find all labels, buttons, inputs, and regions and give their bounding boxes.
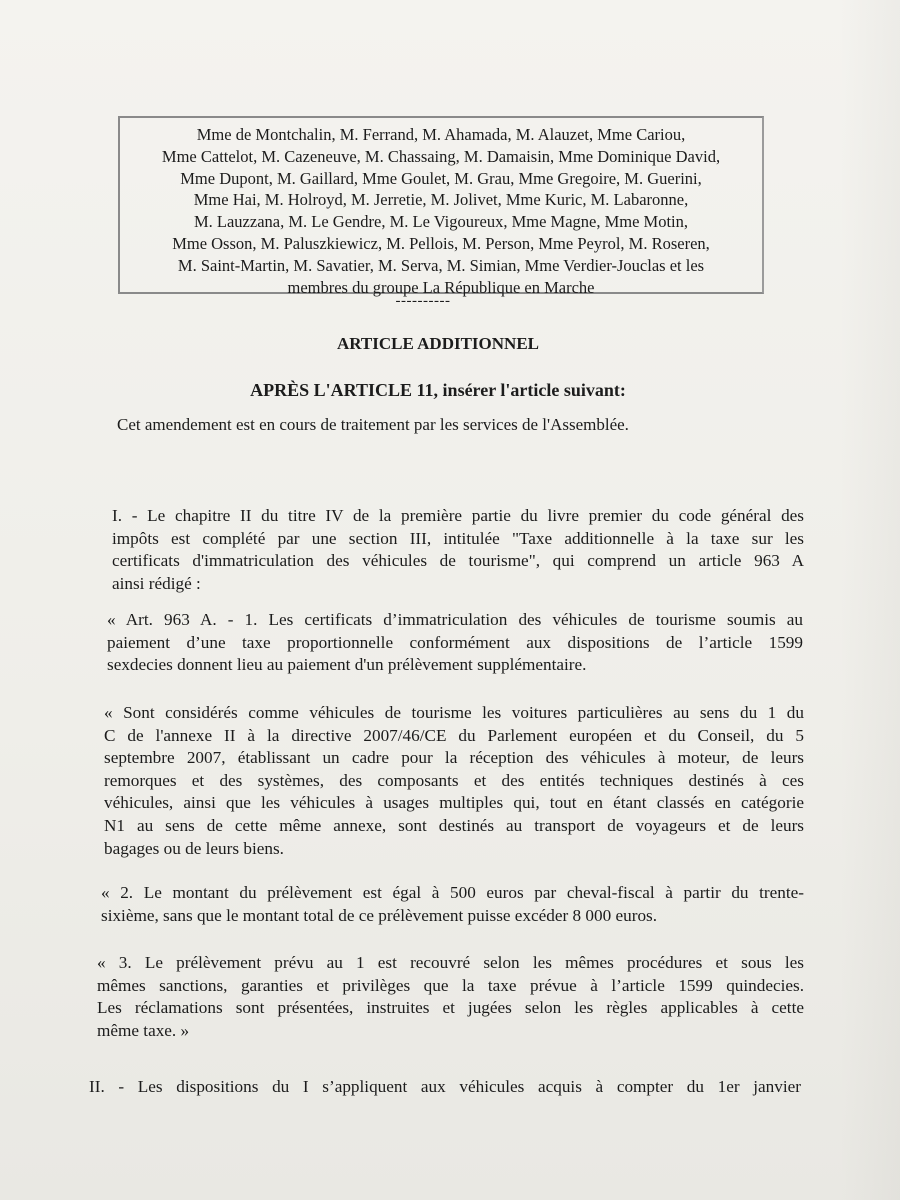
text-line: certificats d'immatriculation des véhicules de tourisme", qui comprend un article 963 A [112,551,804,571]
text-line: C de l'annexe II à la directive 2007/46/CE du Parlement européen et du Conseil, du 5 [104,725,804,745]
paragraph-1 [112,505,804,595]
author-line: Mme Dupont, M. Gaillard, Mme Goulet, M. Grau, Mme Gregoire, M. Guerini, [180,168,702,188]
status-note: Cet amendement est en cours de traitement par les services de l'Assemblée. [117,415,629,434]
paragraph-6 [89,1076,801,1099]
article-heading: ARTICLE ADDITIONNEL [336,334,540,353]
text-line: paiement d’une taxe proportionnelle conformément aux dispositions de l’article 1599 [107,632,803,652]
author-line: Mme Osson, M. Paluszkiewicz, M. Pellois, M. Person, Mme Peyrol, M. Roseren, [172,233,710,253]
text-line: « Art. 963 A. - 1. Les certificats d’immatriculation des véhicules de tourisme soumis au [107,610,803,629]
author-line: Mme Hai, M. Holroyd, M. Jerretie, M. Jolivet, Mme Kuric, M. Labaronne, [193,190,689,210]
text-line: septembre 2007, établissant un cadre pour la réception des véhicules à moteur, de leurs [104,748,804,768]
text-line: véhicules, ainsi que les véhicules à usages multiples qui, tout en étant classés en catégorie [104,793,804,813]
text-line: II. - Les dispositions du I s’appliquent aux véhicules acquis à compter du 1er janvier [89,1077,801,1096]
text-line: Les réclamations sont présentées, instruites et jugées selon les règles applicables à cette [97,998,804,1018]
text-line: sixième, sans que le montant total de ce prélèvement puisse excéder 8 000 euros. [101,905,658,925]
text-line: N1 au sens de cette même annexe, sont destinés au transport de voyageurs et de leurs [104,815,804,835]
text-line: ainsi rédigé : [112,573,201,593]
text-line: I. - Le chapitre II du titre IV de la première partie du livre premier du code général des [112,506,804,525]
paragraph-4 [101,882,804,927]
text-line: mêmes sanctions, garanties et privilèges que la taxe prévue à l’article 1599 quindecies. [97,975,804,995]
paragraph-5 [97,952,804,1042]
text-line: remorques et des systèmes, des composants et des entités techniques destinés à ces [104,770,804,790]
separator: ---------- [395,293,451,309]
author-line: Mme Cattelot, M. Cazeneuve, M. Chassaing, M. Damaisin, Mme Dominique David, [161,146,721,166]
author-line: membres du groupe La République en Marche [287,277,595,297]
text-line: sexdecies donnent lieu au paiement d'un prélèvement supplémentaire. [107,655,587,675]
text-line: bagages ou de leurs biens. [104,838,284,858]
text-line: même taxe. » [97,1020,190,1040]
author-line: Mme de Montchalin, M. Ferrand, M. Ahamada, M. Alauzet, Mme Cariou, [196,125,686,144]
paragraph-2 [107,609,803,677]
page-shadow [840,0,900,1200]
text-line: « 2. Le montant du prélèvement est égal à 500 euros par cheval-fiscal à partir du trente- [101,883,804,902]
text-line: « Sont considérés comme véhicules de tourisme les voitures particulières au sens du 1 du [104,703,804,722]
text-line: « 3. Le prélèvement prévu au 1 est recouvré selon les mêmes procédures et sous les [97,953,804,972]
authors-list [118,124,764,298]
insert-heading: APRÈS L'ARTICLE 11, insérer l'article suivant: [250,380,626,400]
text-line: impôts est complété par une section III, intitulée "Taxe additionnelle à la taxe sur les [112,528,804,548]
author-line: M. Lauzzana, M. Le Gendre, M. Le Vigoureux, Mme Magne, Mme Motin, [193,212,689,232]
author-line: M. Saint-Martin, M. Savatier, M. Serva, M. Simian, Mme Verdier-Jouclas et les [177,255,705,275]
paragraph-3 [104,702,804,860]
